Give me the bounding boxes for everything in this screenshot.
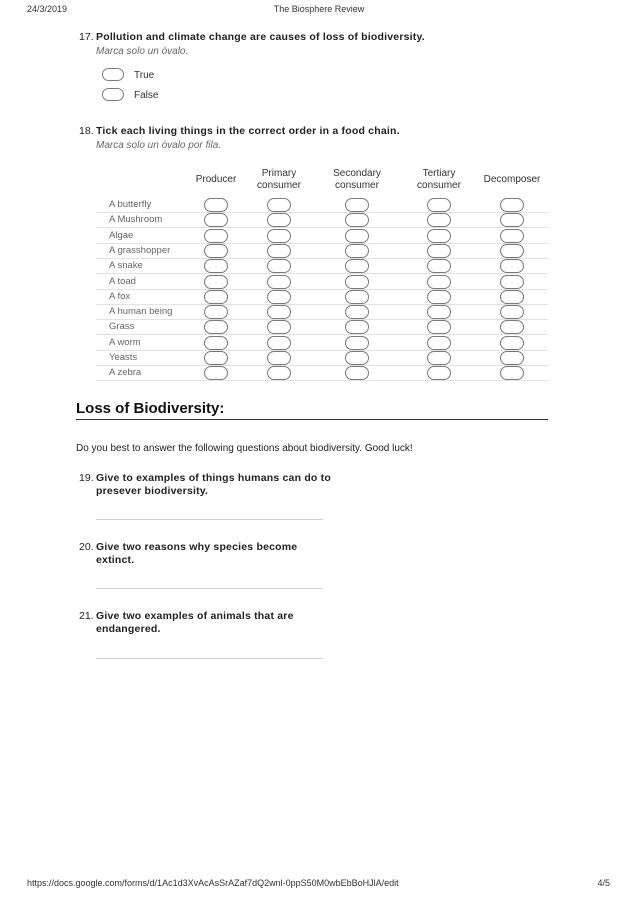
row-label: A Mushroom [109, 214, 163, 226]
radio-true[interactable] [102, 68, 124, 81]
grid-radio-4[interactable] [427, 275, 451, 289]
grid-row [96, 304, 548, 320]
row-label: A human being [109, 306, 173, 318]
grid-radio-5[interactable] [500, 229, 524, 243]
row-label: A grasshopper [109, 244, 171, 256]
row-label: A snake [109, 260, 143, 272]
grid-radio-1[interactable] [204, 320, 228, 334]
grid-radio-3[interactable] [345, 366, 369, 380]
question-title-line1: Give two examples of animals that are [96, 610, 294, 622]
radio-false[interactable] [102, 88, 124, 101]
question-title-line2: extinct. [96, 554, 135, 566]
page-url: https://docs.google.com/forms/d/1Ac1d3XvAcAsSrAZaf7dQ2wnl-0ppS50M0wbEbBoHJlA/edit [27, 878, 399, 888]
row-label: A zebra [109, 367, 142, 379]
grid-row [96, 274, 548, 290]
grid-radio-5[interactable] [500, 244, 524, 258]
grid-radio-5[interactable] [500, 290, 524, 304]
grid-radio-2[interactable] [267, 305, 291, 319]
grid-radio-5[interactable] [500, 305, 524, 319]
grid-radio-3[interactable] [345, 259, 369, 273]
grid-radio-2[interactable] [267, 351, 291, 365]
grid-row [96, 319, 548, 335]
grid-radio-5[interactable] [500, 275, 524, 289]
grid-radio-5[interactable] [500, 213, 524, 227]
grid-radio-1[interactable] [204, 336, 228, 350]
question-number: 18. [79, 125, 94, 137]
grid-radio-3[interactable] [345, 305, 369, 319]
grid-radio-1[interactable] [204, 198, 228, 212]
row-label: A butterfly [109, 199, 152, 210]
question-title-line1: Give two reasons why species become [96, 541, 298, 553]
grid-row [96, 289, 548, 305]
grid-radio-4[interactable] [427, 320, 451, 334]
document-title: The Biosphere Review [273, 4, 365, 14]
grid-radio-4[interactable] [427, 290, 451, 304]
grid-radio-1[interactable] [204, 259, 228, 273]
question-hint: Marca solo un óvalo por fila. [96, 140, 222, 151]
question-title-line1: Give to examples of things humans can do to [96, 472, 331, 484]
grid-radio-3[interactable] [345, 213, 369, 227]
answer-field[interactable] [96, 658, 323, 659]
grid-radio-3[interactable] [345, 229, 369, 243]
grid-radio-3[interactable] [345, 336, 369, 350]
row-label: A fox [109, 290, 131, 302]
grid-radio-1[interactable] [204, 366, 228, 380]
question-number: 20. [79, 541, 94, 553]
grid-radio-2[interactable] [267, 290, 291, 304]
grid-radio-4[interactable] [427, 351, 451, 365]
row-label: A toad [109, 275, 136, 287]
column-header-producer: Producer [195, 174, 237, 185]
option-label-false: False [134, 90, 159, 101]
column-header-decomposer: Decomposer [483, 174, 541, 185]
grid-radio-2[interactable] [267, 244, 291, 258]
answer-field[interactable] [96, 519, 323, 520]
grid-row [96, 212, 548, 228]
grid-radio-1[interactable] [204, 351, 228, 365]
question-title-line2: presever biodiversity. [96, 485, 209, 497]
grid-radio-2[interactable] [267, 366, 291, 380]
grid-radio-3[interactable] [345, 320, 369, 334]
row-label: Grass [109, 321, 135, 333]
grid-radio-2[interactable] [267, 198, 291, 212]
column-header-secondary: Secondary consumer [333, 168, 381, 191]
answer-field[interactable] [96, 588, 323, 589]
grid-radio-1[interactable] [204, 213, 228, 227]
print-date: 24/3/2019 [27, 4, 68, 14]
row-label: Algae [109, 229, 134, 241]
column-header-tertiary: Tertiary consumer [417, 168, 461, 191]
row-label: A worm [109, 336, 141, 348]
grid-radio-4[interactable] [427, 259, 451, 273]
grid-radio-5[interactable] [500, 259, 524, 273]
grid-row [96, 350, 548, 366]
grid-radio-2[interactable] [267, 336, 291, 350]
grid-radio-2[interactable] [267, 259, 291, 273]
grid-radio-2[interactable] [267, 213, 291, 227]
grid-row [96, 197, 548, 213]
question-title: Pollution and climate change are causes of loss of biodiversity. [96, 31, 425, 43]
grid-radio-4[interactable] [427, 198, 451, 212]
grid-radio-5[interactable] [500, 336, 524, 350]
section-description: Do you best to answer the following questions about biodiversity. Good luck! [76, 443, 413, 454]
grid-row [96, 365, 548, 381]
grid-radio-1[interactable] [204, 290, 228, 304]
grid-radio-4[interactable] [427, 213, 451, 227]
grid-radio-4[interactable] [427, 305, 451, 319]
grid-radio-1[interactable] [204, 244, 228, 258]
grid-radio-2[interactable] [267, 320, 291, 334]
question-number: 17. [79, 31, 94, 43]
grid-row [96, 243, 548, 259]
grid-radio-3[interactable] [345, 351, 369, 365]
row-label: Yeasts [109, 352, 138, 363]
grid-radio-3[interactable] [345, 275, 369, 289]
grid-radio-4[interactable] [427, 229, 451, 243]
question-title-line2: endangered. [96, 623, 161, 635]
grid-radio-5[interactable] [500, 366, 524, 380]
grid-radio-1[interactable] [204, 305, 228, 319]
grid-radio-5[interactable] [500, 351, 524, 365]
food-chain-grid [96, 162, 548, 386]
grid-radio-1[interactable] [204, 275, 228, 289]
grid-radio-5[interactable] [500, 198, 524, 212]
option-label-true: True [134, 70, 155, 81]
grid-radio-3[interactable] [345, 244, 369, 258]
grid-radio-1[interactable] [204, 229, 228, 243]
column-header-primary: Primary consumer [257, 168, 301, 191]
grid-radio-4[interactable] [427, 244, 451, 258]
question-number: 21. [79, 610, 94, 622]
grid-radio-4[interactable] [427, 336, 451, 350]
question-number: 19. [79, 472, 94, 484]
grid-radio-2[interactable] [267, 229, 291, 243]
page-number: 4/5 [597, 878, 610, 888]
grid-radio-3[interactable] [345, 198, 369, 212]
grid-row [96, 228, 548, 244]
grid-row [96, 258, 548, 274]
section-title: Loss of Biodiversity: [76, 400, 548, 420]
grid-radio-4[interactable] [427, 366, 451, 380]
grid-radio-5[interactable] [500, 320, 524, 334]
question-hint: Marca solo un óvalo. [96, 46, 189, 57]
question-title: Tick each living things in the correct order in a food chain. [96, 125, 400, 137]
grid-radio-2[interactable] [267, 275, 291, 289]
grid-radio-3[interactable] [345, 290, 369, 304]
grid-row [96, 335, 548, 351]
